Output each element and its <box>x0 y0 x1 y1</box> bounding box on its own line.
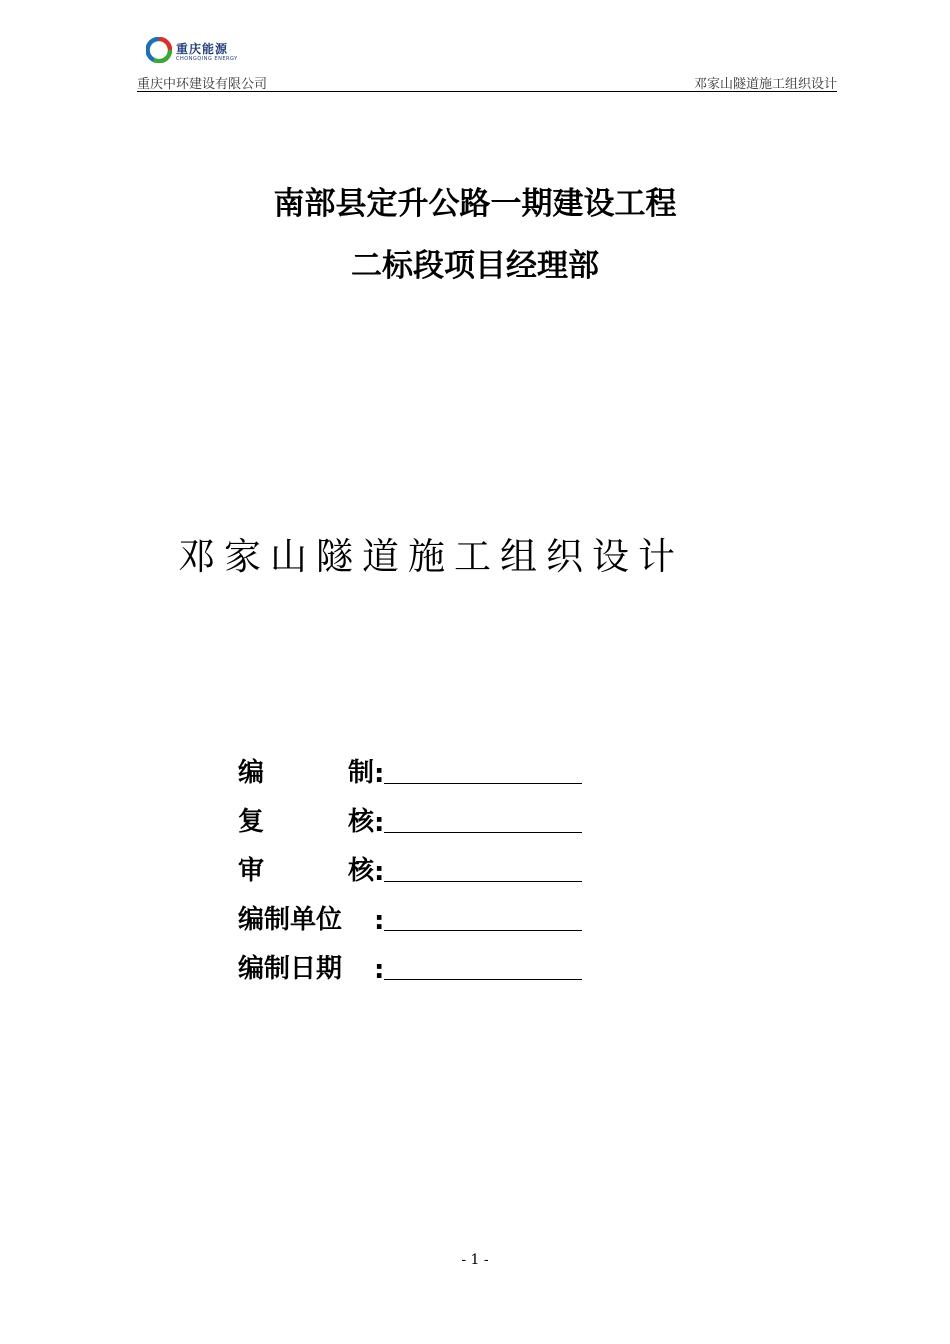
form-row-audited-by <box>238 838 582 887</box>
page-number: - 1 - <box>461 1252 489 1268</box>
project-title-line1: 南部县定升公路一期建设工程 <box>273 186 677 222</box>
logo-ring-icon <box>146 37 172 63</box>
form-label-char: 核 <box>347 856 374 886</box>
form-label-char: 核 <box>347 807 374 837</box>
form-fill-line[interactable] <box>384 979 582 980</box>
form-colon: : <box>374 857 385 887</box>
logo-name: 重庆能源 <box>176 42 229 56</box>
header-divider <box>137 91 837 92</box>
form-colon: : <box>374 955 385 985</box>
project-title-line2: 二标段项目经理部 <box>351 248 599 284</box>
form-label-char: 制 <box>347 758 374 788</box>
form-colon: : <box>374 808 385 838</box>
form-row-compiling-date <box>238 936 582 985</box>
form-colon: : <box>374 906 385 936</box>
form-label <box>238 850 374 887</box>
form-label-char: 复 <box>238 807 265 837</box>
signoff-form <box>238 740 582 985</box>
form-fill-line[interactable] <box>384 881 582 882</box>
form-label <box>238 801 374 838</box>
main-title: 邓家山隧道施工组织设计 <box>178 535 684 578</box>
form-row-compiling-unit <box>238 887 582 936</box>
logo-subtitle: CHONGQING ENERGY <box>176 56 238 62</box>
form-row-compiled-by <box>238 740 582 789</box>
form-fill-line[interactable] <box>384 930 582 931</box>
company-logo <box>146 37 266 67</box>
form-colon: : <box>374 759 385 789</box>
header-document-title: 邓家山隧道施工组织设计 <box>693 77 837 92</box>
header-company: 重庆中环建设有限公司 <box>137 77 268 92</box>
form-label: 编制日期 <box>238 954 343 984</box>
form-label-char: 审 <box>238 856 265 886</box>
form-label: 编制单位 <box>238 905 343 935</box>
form-label <box>238 752 374 789</box>
form-row-reviewed-by <box>238 789 582 838</box>
form-fill-line[interactable] <box>384 832 582 833</box>
form-fill-line[interactable] <box>384 783 582 784</box>
form-label-char: 编 <box>238 758 265 788</box>
